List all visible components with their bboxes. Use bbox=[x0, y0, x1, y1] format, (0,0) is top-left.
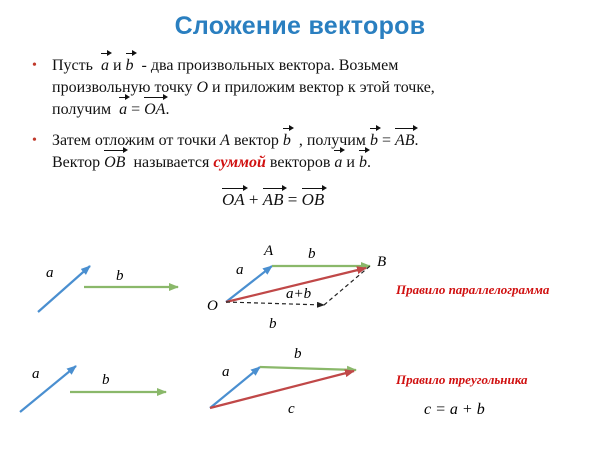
text: вектор bbox=[233, 132, 279, 149]
text: + bbox=[248, 190, 259, 209]
free-vectors-row-1 bbox=[38, 265, 178, 312]
text: = bbox=[287, 190, 298, 209]
vector-ab: AB bbox=[262, 190, 284, 209]
vector-ob: OB bbox=[301, 190, 325, 209]
label-B: B bbox=[377, 254, 387, 270]
label-c: c bbox=[288, 401, 295, 417]
text: = bbox=[131, 101, 141, 118]
label-a: a bbox=[236, 262, 244, 278]
label-a: a bbox=[222, 364, 230, 380]
vector-a: a bbox=[119, 99, 127, 121]
label-A: A bbox=[264, 243, 274, 259]
label-b: b bbox=[102, 372, 110, 388]
parallelogram-diagram bbox=[207, 243, 550, 332]
dashed-b-arrow bbox=[226, 302, 324, 305]
free-vectors-row-2 bbox=[20, 366, 166, 412]
label-b: b bbox=[116, 268, 124, 284]
label-a: a bbox=[32, 366, 40, 382]
label-O: O bbox=[207, 298, 218, 314]
text: Затем отложим от точки bbox=[52, 132, 217, 149]
vector-a: a bbox=[334, 152, 342, 174]
triangle-formula: c = a + b bbox=[424, 401, 485, 418]
vector-a-arrow bbox=[20, 366, 76, 412]
text: получим bbox=[52, 101, 112, 118]
page-title: Сложение векторов bbox=[174, 12, 426, 40]
vector-a: a bbox=[101, 55, 109, 77]
text: . bbox=[366, 154, 371, 171]
rule-triangle: Правило треугольника bbox=[396, 372, 528, 387]
vector-oa: OA bbox=[144, 99, 165, 121]
point-o: O bbox=[196, 79, 208, 96]
vector-ab: AB bbox=[395, 130, 415, 152]
text: Вектор bbox=[52, 154, 101, 171]
label-b: b bbox=[294, 346, 302, 362]
vector-b: b bbox=[370, 130, 378, 152]
text: векторов bbox=[269, 154, 331, 171]
text: называется bbox=[133, 154, 210, 171]
rule-parallelogram: Правило параллелограмма bbox=[396, 282, 550, 297]
bullet-2-line-1: Затем отложим от точки A вектор b , получим b = AB. bbox=[52, 130, 572, 152]
text: произвольную точку bbox=[52, 79, 193, 96]
vector-ob: OB bbox=[104, 152, 125, 174]
label-a: a bbox=[46, 265, 54, 281]
vector-b: b bbox=[283, 130, 291, 152]
point-a: A bbox=[220, 132, 230, 149]
text: - два произвольных вектора. Возьмем bbox=[141, 57, 399, 74]
vector-oa: OA bbox=[222, 190, 245, 209]
vector-b-arrow bbox=[260, 367, 356, 370]
triangle-diagram bbox=[210, 346, 528, 418]
text: , получим bbox=[298, 132, 366, 149]
label-a-plus-b: a+b bbox=[286, 286, 312, 302]
text: и bbox=[346, 154, 355, 171]
text: . bbox=[414, 132, 419, 149]
vector-b: b bbox=[126, 55, 134, 77]
text: Пусть bbox=[52, 57, 93, 74]
label-b: b bbox=[269, 316, 277, 332]
vector-b: b bbox=[359, 152, 367, 174]
bullet-icon: • bbox=[32, 133, 37, 148]
text: и bbox=[112, 57, 122, 74]
text: и приложим вектор к этой точке, bbox=[212, 79, 435, 96]
bullet-icon: • bbox=[32, 58, 37, 73]
text: . bbox=[165, 101, 170, 118]
sum-word: суммой bbox=[213, 154, 266, 171]
label-b: b bbox=[308, 246, 316, 262]
